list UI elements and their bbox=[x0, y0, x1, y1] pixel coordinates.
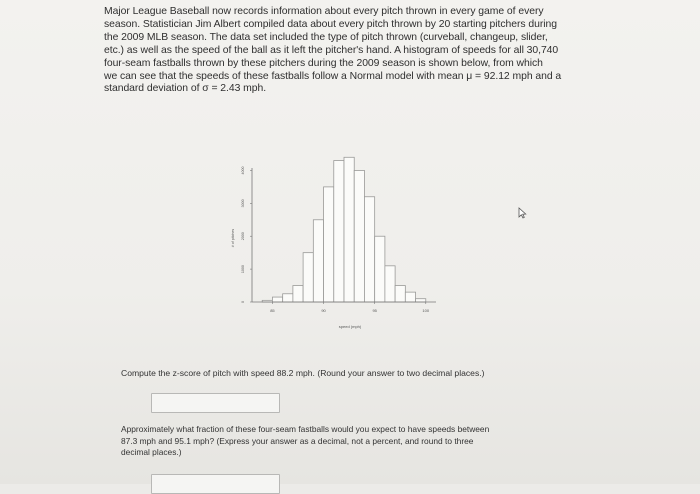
histogram-bar bbox=[272, 297, 282, 302]
histogram-bar bbox=[334, 161, 344, 302]
y-tick-label: 2000 bbox=[241, 232, 245, 241]
z-score-answer-input[interactable] bbox=[151, 393, 280, 413]
description-line: we can see that the speeds of these fastballs follow a Normal model with mean μ = 92.12 mph and a bbox=[104, 70, 562, 82]
histogram-bar bbox=[354, 170, 364, 302]
histogram-bar bbox=[344, 157, 354, 302]
question-2-line: decimal places.) bbox=[121, 447, 182, 458]
y-tick-label: 3000 bbox=[241, 199, 245, 208]
histogram-bar bbox=[395, 286, 405, 302]
y-tick-label: 0 bbox=[241, 301, 245, 303]
description-line: standard deviation of σ = 2.43 mph. bbox=[104, 83, 267, 95]
y-tick-label: 1000 bbox=[241, 265, 245, 274]
histogram-bar bbox=[416, 299, 426, 302]
x-tick-label: 100 bbox=[422, 308, 430, 313]
problem-description bbox=[104, 6, 574, 96]
histogram-bar bbox=[303, 253, 313, 302]
x-tick-label: 85 bbox=[270, 308, 275, 313]
question-2-text bbox=[121, 424, 571, 459]
y-tick-label: 4000 bbox=[241, 166, 245, 175]
x-tick-label: 95 bbox=[372, 308, 377, 313]
description-line: etc.) as well as the speed of the ball as it left the pitcher's hand. A histogram of speeds for all 30,740 bbox=[104, 44, 559, 56]
question-1-label: Compute the z-score of pitch with speed 88.2 mph. (Round your answer to two decimal places.) bbox=[121, 368, 485, 378]
histogram-bar bbox=[375, 236, 385, 302]
description-line: the 2009 MLB season. The data set included the type of pitch thrown (curveball, changeup, slider, bbox=[104, 31, 548, 43]
question-1-text bbox=[121, 368, 485, 378]
histogram-bar bbox=[405, 292, 415, 302]
description-line: season. Statistician Jim Albert compiled data about every pitch thrown by 20 starting pitchers during bbox=[104, 18, 557, 30]
histogram-bar bbox=[313, 220, 323, 302]
x-tick-label: 90 bbox=[321, 308, 326, 313]
histogram-bar bbox=[293, 286, 303, 302]
x-axis-label: speed (mph) bbox=[338, 324, 362, 329]
histogram-bar bbox=[324, 187, 334, 302]
speed-histogram bbox=[228, 150, 443, 335]
description-line: Major League Baseball now records information about every pitch thrown in every game of every bbox=[104, 6, 544, 17]
description-line: four-seam fastballs thrown by these pitchers during the 2009 season is shown below, from which bbox=[104, 57, 543, 69]
histogram-bar bbox=[385, 266, 395, 302]
mouse-cursor-icon bbox=[517, 207, 527, 219]
y-axis-label: # of pitches bbox=[231, 228, 235, 248]
question-2-line: 87.3 mph and 95.1 mph? (Express your answer as a decimal, not a percent, and round to three bbox=[121, 435, 474, 446]
histogram-bar bbox=[283, 294, 293, 302]
fraction-answer-input[interactable] bbox=[151, 474, 280, 494]
histogram-bar bbox=[364, 197, 374, 302]
question-2-line: Approximately what fraction of these four-seam fastballs would you expect to have speeds between bbox=[121, 424, 490, 434]
